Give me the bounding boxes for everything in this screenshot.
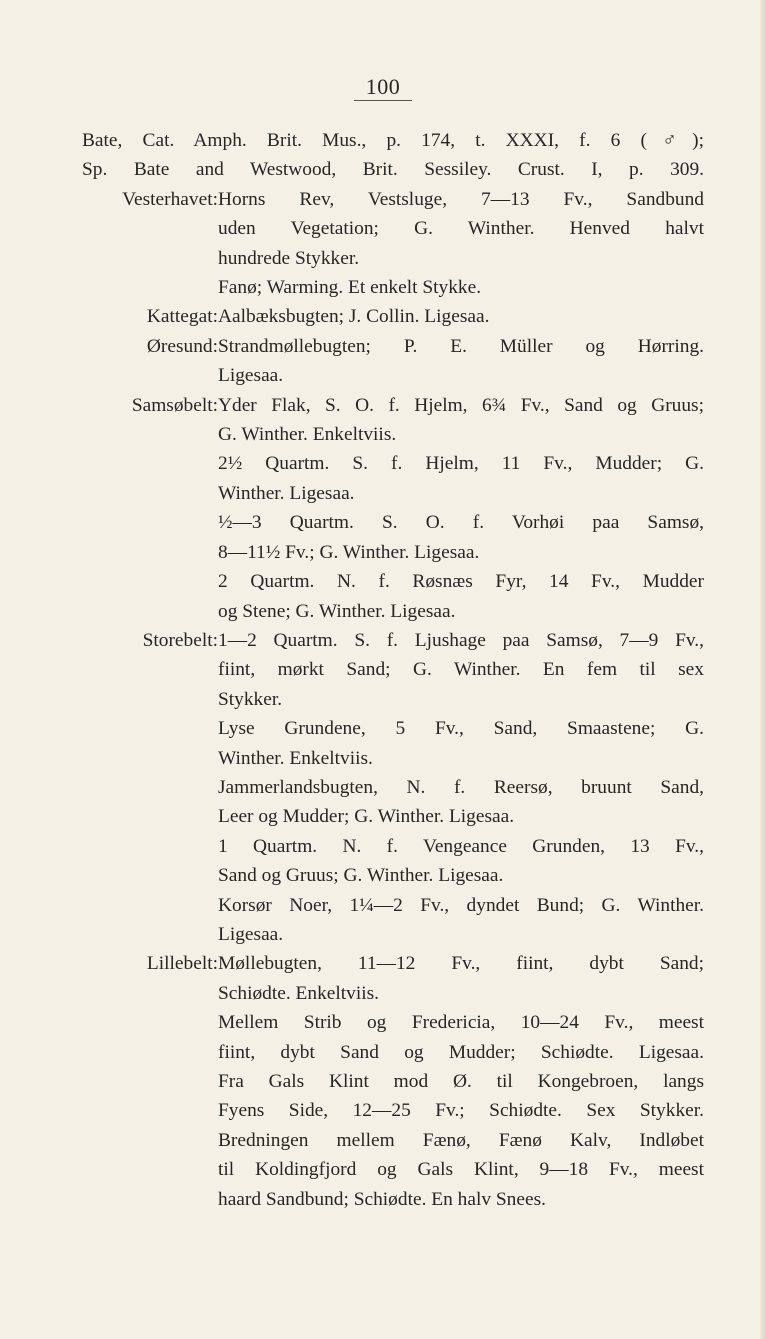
text-line: og Stene; G. Winther. Ligesaa. — [218, 600, 456, 622]
text-line: Winther. Enkeltviis. — [218, 747, 373, 769]
region-label: Kattegat: — [146, 306, 218, 328]
text-line: Schiødte. Enkeltviis. — [218, 982, 380, 1004]
section-kattegat — [82, 302, 704, 331]
intro-line: Bate, Cat. Amph. Brit. Mus., p. 174, t. XXXI, f. 6 (♂); — [82, 130, 704, 151]
text-line: 2½ Quartm. S. f. Hjelm, 11 Fv., Mudder; G. — [218, 453, 704, 475]
section-vesterhavet — [82, 185, 704, 303]
text-line: Møllebugten, 11—12 Fv., fiint, dybt Sand; — [218, 953, 704, 975]
section-samsobelt — [82, 391, 704, 626]
section-content — [218, 302, 704, 331]
body-text — [82, 126, 704, 1214]
text-line: fiint, mørkt Sand; G. Winther. En fem til sex — [218, 659, 704, 681]
region-label: Vesterhavet: — [122, 188, 218, 210]
region-label: Samsøbelt: — [131, 394, 218, 416]
section-oresund — [82, 332, 704, 391]
text-line: Lyse Grundene, 5 Fv., Sand, Smaastene; G. — [218, 718, 704, 740]
text-line: til Koldingfjord og Gals Klint, 9—18 Fv., meest — [218, 1159, 704, 1181]
section-storebelt — [82, 626, 704, 949]
text-line: hundrede Stykker. — [218, 247, 360, 269]
text-line: 2 Quartm. N. f. Røsnæs Fyr, 14 Fv., Mudder — [218, 571, 704, 593]
text-line: Leer og Mudder; G. Winther. Ligesaa. — [218, 806, 515, 828]
text-line: 8—11½ Fv.; G. Winther. Ligesaa. — [218, 541, 480, 563]
section-content — [218, 185, 704, 303]
page-edge — [760, 0, 766, 1339]
text-line: uden Vegetation; G. Winther. Henved halvt — [218, 218, 704, 240]
text-line: fiint, dybt Sand og Mudder; Schiødte. Ligesaa. — [218, 1041, 704, 1063]
text-line: Strandmøllebugten; P. E. Müller og Hørring. — [218, 335, 704, 357]
text-line: Aalbæksbugten; J. Collin. Ligesaa. — [218, 306, 490, 328]
text-line: ½—3 Quartm. S. O. f. Vorhøi paa Samsø, — [218, 512, 704, 534]
page-number: 100 — [0, 74, 766, 100]
text-line: Korsør Noer, 1¼—2 Fv., dyndet Bund; G. Winther. — [218, 894, 704, 916]
section-content — [218, 626, 704, 949]
text-line: Jammerlandsbugten, N. f. Reersø, bruunt Sand, — [218, 776, 704, 798]
text-line: Ligesaa. — [218, 365, 284, 387]
text-line: Fyens Side, 12—25 Fv.; Schiødte. Sex Stykker. — [218, 1100, 704, 1122]
text-line: Bredningen mellem Fænø, Fænø Kalv, Indløbet — [218, 1129, 704, 1151]
section-content — [218, 949, 704, 1214]
text-line: Ligesaa. — [218, 923, 284, 945]
section-content — [218, 391, 704, 626]
text-line: Sand og Gruus; G. Winther. Ligesaa. — [218, 865, 504, 887]
intro-line: Sp. Bate and Westwood, Brit. Sessiley. Crust. I, p. 309. — [82, 159, 704, 181]
text-line: Fanø; Warming. Et enkelt Stykke. — [218, 277, 482, 299]
region-label: Øresund: — [146, 335, 218, 357]
section-lillebelt — [82, 949, 704, 1214]
text-line: G. Winther. Enkeltviis. — [218, 424, 397, 446]
text-line: haard Sandbund; Schiødte. En halv Snees. — [218, 1188, 546, 1210]
text-line: Horns Rev, Vestsluge, 7—13 Fv., Sandbund — [218, 188, 704, 210]
text-line: Mellem Strib og Fredericia, 10—24 Fv., meest — [218, 1012, 704, 1034]
text-line: Yder Flak, S. O. f. Hjelm, 6¾ Fv., Sand og Gruus; — [218, 394, 704, 416]
text-line: Fra Gals Klint mod Ø. til Kongebroen, langs — [218, 1071, 704, 1092]
region-label: Storebelt: — [142, 629, 218, 651]
section-content — [218, 332, 704, 391]
text-line: Winther. Ligesaa. — [218, 482, 355, 504]
text-line: 1—2 Quartm. S. f. Ljushage paa Samsø, 7—9 Fv., — [218, 629, 704, 651]
text-line: Stykker. — [218, 688, 283, 710]
region-label: Lillebelt: — [146, 953, 218, 975]
text-line: 1 Quartm. N. f. Vengeance Grunden, 13 Fv., — [218, 835, 704, 857]
